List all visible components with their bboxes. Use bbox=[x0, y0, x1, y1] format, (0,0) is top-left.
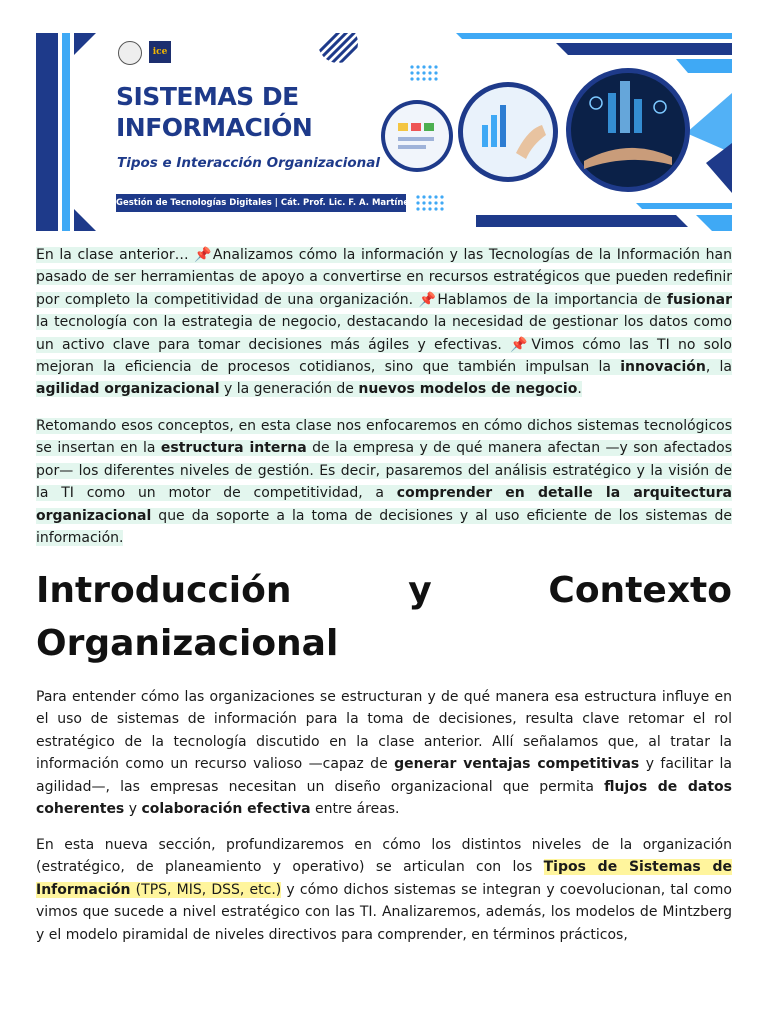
bold-run: nuevos modelos de negocio bbox=[358, 381, 578, 398]
heading-word: Introducción bbox=[36, 570, 292, 611]
bold-run: colaboración efectiva bbox=[141, 801, 311, 818]
bold-run: fusionar bbox=[666, 291, 732, 308]
text-run: y la generación de bbox=[219, 381, 359, 398]
section-paragraph-2 bbox=[36, 834, 732, 946]
banner-credit: Gestión de Tecnologías Digitales | Cát. Prof. Lic. F. A. Martínez bbox=[116, 194, 406, 212]
highlighted-run: (TPS, MIS, DSS, etc.) bbox=[130, 881, 282, 898]
image-circle-1 bbox=[381, 100, 453, 172]
banner-title-line1: SISTEMAS DE bbox=[116, 82, 299, 111]
text-run: y facilitar la agilidad—, las empresas necesitan un diseño organizacional que permita bbox=[36, 756, 732, 795]
pin-icon: 📌 bbox=[510, 336, 532, 353]
text-run: Hablamos de la importancia de bbox=[437, 291, 667, 308]
heading-word: y bbox=[408, 570, 432, 611]
section-paragraph-1 bbox=[36, 686, 732, 820]
intro-paragraph-1 bbox=[36, 244, 732, 401]
text-run: En esta nueva sección, profundizaremos en cómo los distintos niveles de la organización (estratégico, de planeamiento y operativo) se articulan con los bbox=[36, 837, 732, 876]
banner-title bbox=[116, 81, 376, 143]
bold-run: innovación bbox=[620, 359, 706, 376]
text-run: entre áreas. bbox=[310, 801, 400, 818]
text-run: de la empresa y de qué manera afectan —y son afectados por— los diferentes niveles de gestión. Es decir, pasaremos del análisis estratégico y la visión de la TI como un motor de competitividad, a bbox=[36, 440, 732, 502]
bold-run: comprender en detalle la arquitectura organizacional bbox=[36, 485, 732, 524]
text-run: y bbox=[124, 801, 142, 818]
intro-paragraph-2 bbox=[36, 415, 732, 549]
text-run: En la clase anterior… bbox=[36, 247, 195, 263]
ice-logo: ice bbox=[149, 41, 171, 63]
banner-subtitle: Tipos e Interacción Organizacional bbox=[117, 155, 380, 171]
bold-run: flujos de datos coherentes bbox=[36, 778, 732, 818]
heading-word: Organizacional bbox=[36, 623, 339, 664]
text-run: y cómo dichos sistemas se integran y coevolucionan, tal como vimos que sucede a nivel estratégico con las TI. Analizaremos, además, los modelos de Mintzberg y el modelo piramidal de niveles directivos para comprender, en términos prácticos, bbox=[36, 881, 732, 943]
image-circle-3 bbox=[566, 68, 690, 192]
pin-icon: 📌 bbox=[194, 247, 213, 263]
text-run: , la bbox=[705, 359, 732, 376]
text-run: que da soporte a la toma de decisiones y al uso eficiente de los sistemas de información. bbox=[36, 507, 732, 547]
striped-circle bbox=[308, 33, 380, 63]
bold-run: agilidad organizacional bbox=[36, 381, 220, 398]
section-heading bbox=[36, 564, 732, 670]
bold-run: estructura interna bbox=[160, 440, 307, 457]
text-run: Vimos cómo las TI no solo mejoran la eficiencia de procesos cotidianos, sino que también impulsan la bbox=[36, 336, 732, 376]
text-run: Retomando esos conceptos, en esta clase nos enfocaremos en cómo dichos sistemas tecnológicos se insertan en la bbox=[36, 418, 732, 457]
bold-run: generar ventajas competitivas bbox=[394, 756, 640, 773]
highlighted-bold-run: Tipos de Sistemas de Información bbox=[36, 859, 732, 898]
text-run: . bbox=[577, 381, 582, 398]
banner-title-line2: INFORMACIÓN bbox=[116, 113, 313, 142]
text-run: Analizamos cómo la información y las Tecnologías de la Información han pasado de ser herramientas de apoyo a convertirse en recursos estratégicos que pueden redefinir por completo la competitividad de una organización. bbox=[36, 247, 732, 308]
university-seal-logo bbox=[118, 41, 142, 65]
heading-word: Contexto bbox=[548, 570, 732, 611]
header-banner bbox=[36, 33, 732, 231]
text-run: la tecnología con la estrategia de negocio, destacando la necesidad de gestionar los datos como un activo clave para tomar decisiones más ágiles y efectivas. bbox=[36, 314, 732, 353]
pin-icon: 📌 bbox=[418, 291, 438, 308]
image-circle-2 bbox=[458, 82, 558, 182]
text-run: Para entender cómo las organizaciones se estructuran y de qué manera esa estructura influye en el uso de sistemas de información para la toma de decisiones, resulta clave retomar el rol estratégico de la tecnología discutido en la clase anterior. Allí señalamos que, al tratar la información como un recurso valioso —capaz de bbox=[36, 689, 732, 773]
